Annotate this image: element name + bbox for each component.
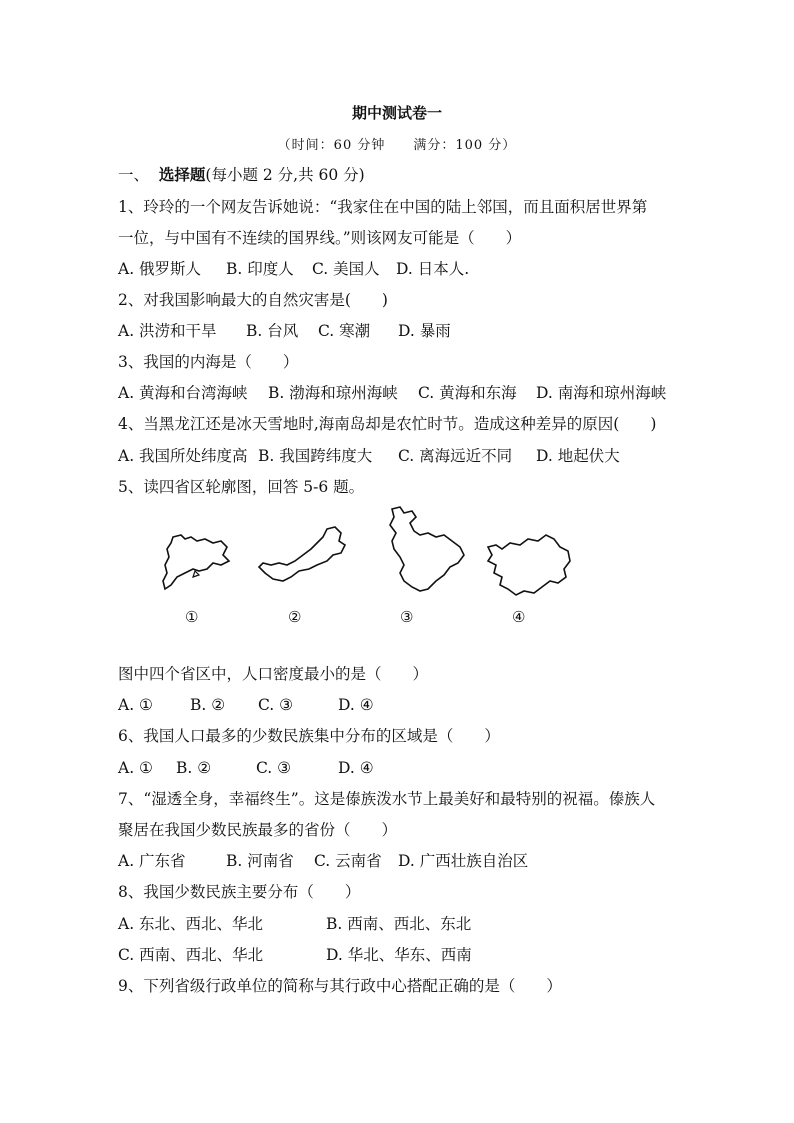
question-3-stem: 3、我国的内海是（ ） bbox=[118, 353, 299, 371]
question-1-line-1: 1、玲玲的一个网友告诉她说：“我家住在中国的陆上邻国，而且面积居世界第 bbox=[118, 198, 648, 216]
option-b: B. 台风 bbox=[246, 322, 299, 340]
option-c: C. ③ bbox=[256, 759, 292, 777]
question-1-options bbox=[118, 259, 469, 279]
question-5-sub-stem: 图中四个省区中，人口密度最小的是（ ） bbox=[118, 665, 429, 683]
question-1-line-2: 一位，与中国有不连续的国界线。”则该网友可能是（ ） bbox=[118, 229, 522, 247]
option-c: C. 美国人 bbox=[312, 260, 380, 278]
section-heading bbox=[118, 165, 365, 185]
option-d: D. 地起伏大 bbox=[536, 447, 620, 465]
section-label: 选择题 bbox=[158, 165, 206, 184]
map-label-4: ④ bbox=[512, 608, 526, 626]
option-c: C. 黄海和东海 bbox=[418, 384, 517, 402]
question-8-options-row-1 bbox=[118, 914, 471, 934]
question-4-options bbox=[118, 446, 620, 466]
option-a: A. 东北、西北、华北 bbox=[118, 915, 264, 933]
option-a: A. 俄罗斯人 bbox=[118, 260, 202, 278]
option-d: D. 暴雨 bbox=[398, 322, 451, 340]
option-d: D. ④ bbox=[338, 696, 374, 714]
time-limit: （时间：60 分钟 bbox=[277, 138, 386, 153]
question-2-options bbox=[118, 321, 451, 341]
option-d: D. 华北、华东、西南 bbox=[326, 946, 472, 964]
question-5-stem: 5、读四省区轮廓图，回答 5-6 题。 bbox=[118, 478, 365, 496]
option-a: A. 洪涝和干旱 bbox=[118, 322, 217, 340]
option-d: D. 日本人. bbox=[396, 260, 470, 278]
section-number: 一、 bbox=[118, 166, 150, 184]
option-d: D. 广西壮族自治区 bbox=[398, 852, 529, 870]
option-a: A. 广东省 bbox=[118, 852, 186, 870]
province-map-2 bbox=[255, 523, 355, 591]
question-3-options bbox=[118, 383, 666, 403]
section-note: (每小题 2 分,共 60 分) bbox=[205, 166, 365, 184]
option-a: A. 黄海和台湾海峡 bbox=[118, 384, 248, 402]
question-7-line-1: 7、“湿透全身，幸福终生”。这是傣族泼水节上最美好和最特别的祝福。傣族人 bbox=[118, 790, 656, 808]
map-label-2: ② bbox=[288, 608, 302, 626]
province-map-4 bbox=[480, 527, 576, 599]
province-map-1 bbox=[155, 525, 235, 595]
option-c: C. ③ bbox=[258, 696, 294, 714]
option-a: A. ① bbox=[118, 759, 153, 777]
map-label-3: ③ bbox=[400, 608, 414, 626]
province-outline-maps bbox=[150, 505, 590, 635]
full-score: 满分：100 分） bbox=[413, 138, 517, 153]
page-title: 期中测试卷一 bbox=[351, 104, 442, 122]
option-c: C. 寒潮 bbox=[318, 322, 371, 340]
option-b: B. ② bbox=[176, 759, 212, 777]
question-4-stem: 4、当黑龙江还是冰天雪地时,海南岛却是农忙时节。造成这种差异的原因( ) bbox=[118, 415, 657, 433]
option-a: A. ① bbox=[118, 696, 153, 714]
option-d: D. 南海和琼州海峡 bbox=[536, 384, 667, 402]
question-2-stem: 2、对我国影响最大的自然灾害是( ) bbox=[118, 291, 388, 309]
question-5-options bbox=[118, 695, 374, 715]
option-a: A. 我国所处纬度高 bbox=[118, 447, 248, 465]
province-map-3 bbox=[380, 505, 470, 595]
question-8-options-row-2 bbox=[118, 945, 472, 965]
option-b: B. 西南、西北、东北 bbox=[326, 915, 472, 933]
question-6-stem: 6、我国人口最多的少数民族集中分布的区域是（ ） bbox=[118, 727, 500, 745]
question-9-stem: 9、下列省级行政单位的简称与其行政中心搭配正确的是（ ） bbox=[118, 977, 562, 995]
option-b: B. 河南省 bbox=[226, 852, 294, 870]
question-7-options bbox=[118, 851, 528, 871]
exam-subtitle bbox=[0, 134, 794, 153]
option-b: B. 印度人 bbox=[226, 260, 294, 278]
option-b: B. 渤海和琼州海峡 bbox=[268, 384, 398, 402]
option-c: C. 云南省 bbox=[314, 852, 382, 870]
question-7-line-2: 聚居在我国少数民族最多的省份（ ） bbox=[118, 821, 398, 839]
question-8-stem: 8、我国少数民族主要分布（ ） bbox=[118, 883, 361, 901]
option-d: D. ④ bbox=[338, 759, 374, 777]
option-c: C. 西南、西北、华北 bbox=[118, 946, 264, 964]
option-c: C. 离海远近不同 bbox=[398, 447, 513, 465]
option-b: B. ② bbox=[190, 696, 226, 714]
question-6-options bbox=[118, 758, 374, 778]
option-b: B. 我国跨纬度大 bbox=[258, 447, 373, 465]
map-label-1: ① bbox=[185, 608, 199, 626]
